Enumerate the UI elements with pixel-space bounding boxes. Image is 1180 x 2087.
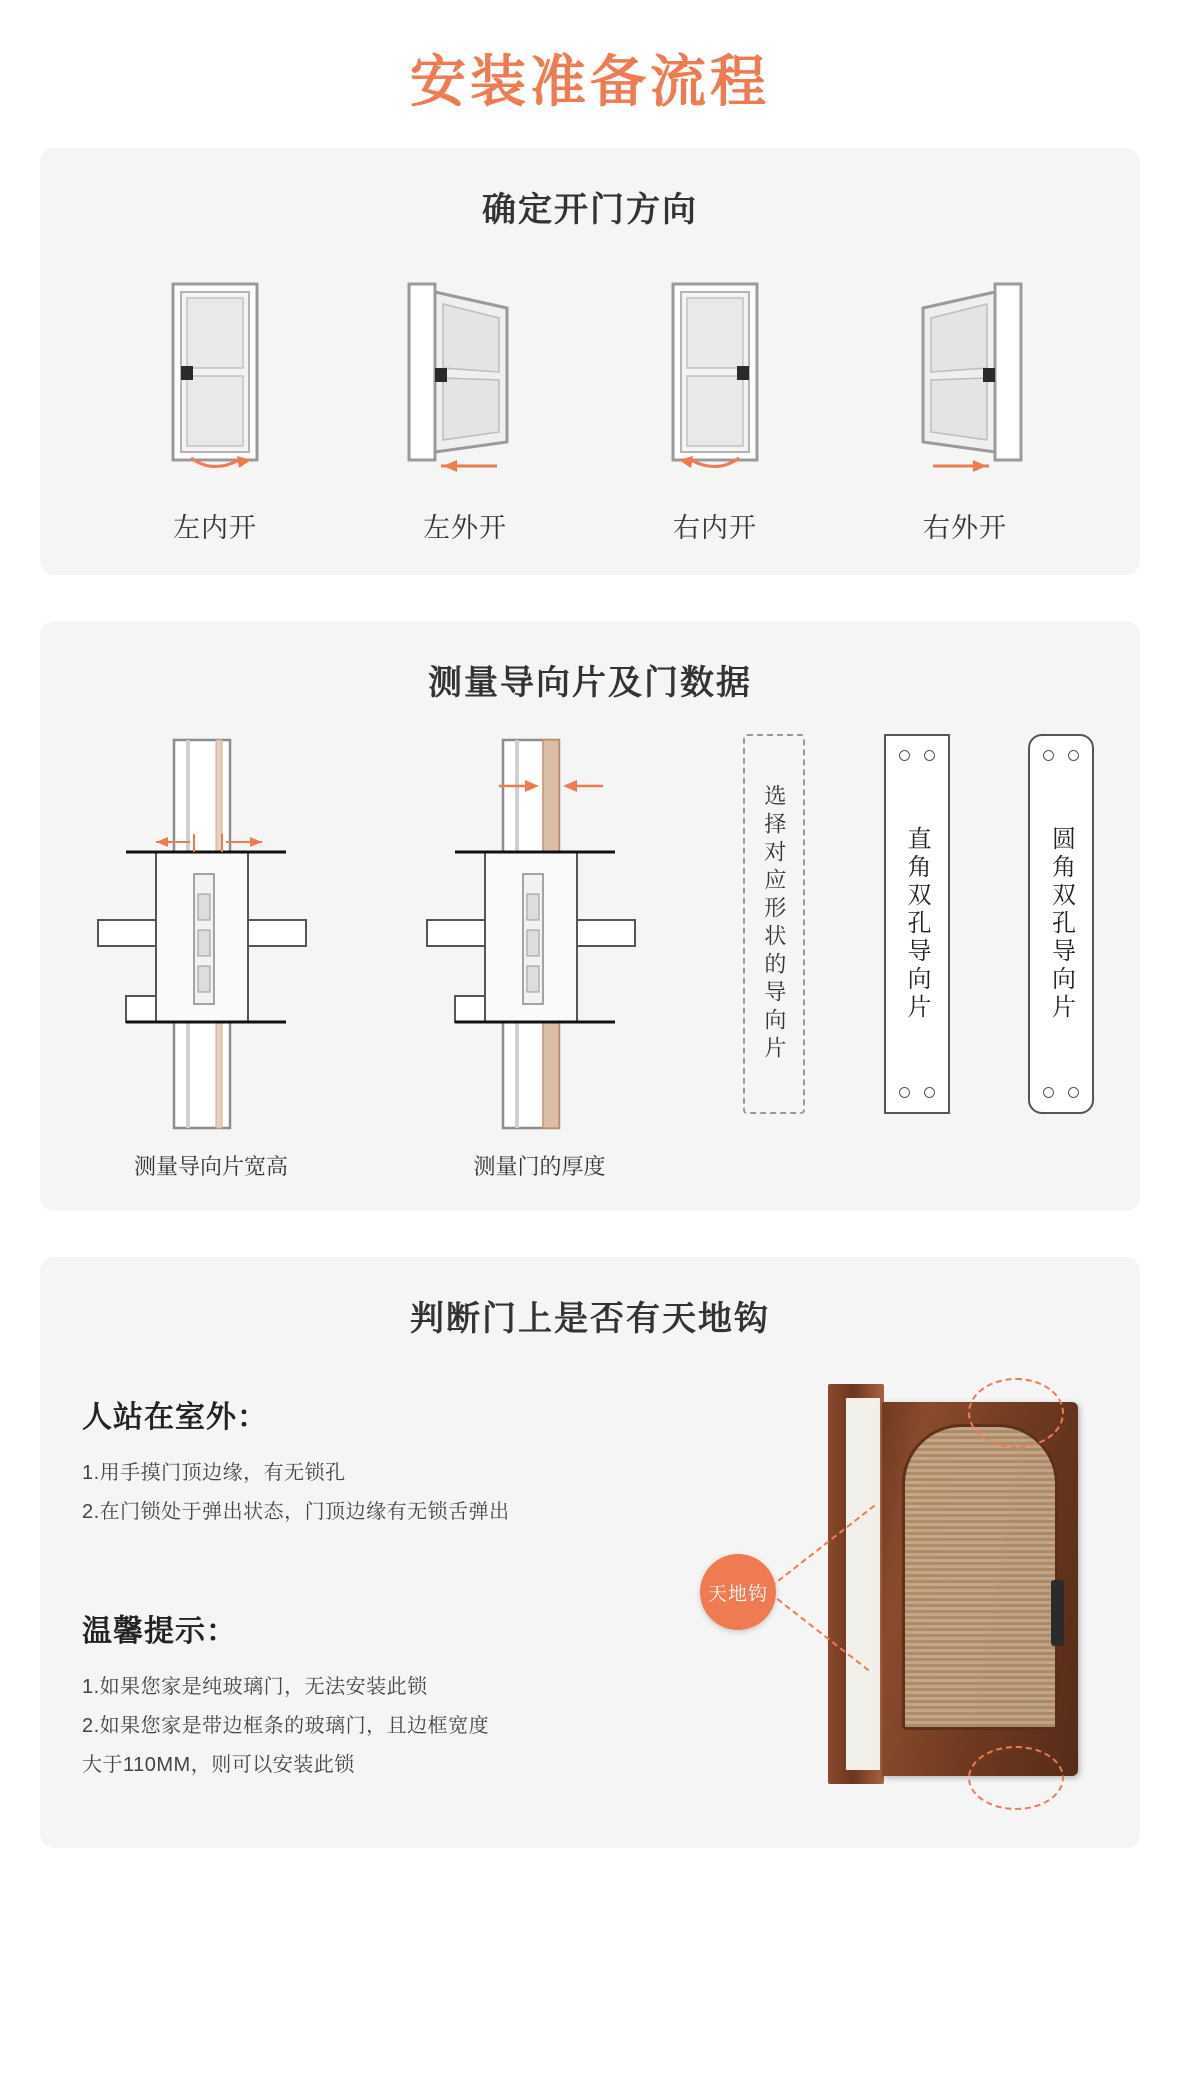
door-option-left-outward[interactable] (365, 265, 565, 545)
measure-diagram-row (70, 728, 1110, 1181)
tiandigou-callout-badge: 天地钩 (700, 1554, 776, 1630)
door-direction-list (70, 255, 1110, 545)
door-left-outward-icon (375, 265, 555, 480)
outdoor-heading: 人站在室外： (82, 1401, 268, 1434)
section-title: 测量导向片及门数据 (428, 664, 752, 702)
outdoor-line-2: 2.在门锁处于弹出状态，门顶边缘有无锁舌弹出 (82, 1501, 510, 1523)
guide-plate-square (884, 734, 950, 1114)
tips-heading: 温馨提示： (82, 1615, 237, 1648)
round-plate-icon (1028, 734, 1094, 1114)
tiandigou-text-column (82, 1378, 642, 1785)
door-option-label: 右内开 (673, 513, 757, 543)
plate-hole-icon (1043, 1087, 1054, 1098)
plate-label: 圆角双孔导向片 (1047, 826, 1075, 1022)
dashed-note-text: 选择对应形状的导向片 (761, 784, 787, 1064)
door-keypad-icon (1051, 1580, 1064, 1646)
plate-hole-icon (1068, 1087, 1079, 1098)
page-title: 安装准备流程 (410, 50, 770, 113)
section-door-direction (40, 148, 1140, 575)
door-gap (846, 1398, 880, 1770)
tips-line-2: 2.如果您家是带边框条的玻璃门，且边框宽度 (82, 1715, 490, 1737)
door-panel (902, 1424, 1058, 1730)
plate-hole-icon (899, 750, 910, 761)
lock-cross-section-width-icon (86, 734, 336, 1134)
guide-plate-shape-note (743, 734, 805, 1114)
measure-caption: 测量门的厚度 (473, 1154, 606, 1179)
section-title: 确定开门方向 (482, 191, 698, 229)
measure-guide-plate-diagram (86, 734, 336, 1181)
door-left-inward-icon (125, 265, 305, 480)
door-option-right-outward[interactable] (865, 265, 1065, 545)
section-title: 判断门上是否有天地钩 (410, 1300, 770, 1338)
plate-hole-icon (1043, 750, 1054, 761)
highlight-circle-top (968, 1378, 1064, 1448)
door-leaf (882, 1402, 1078, 1776)
plate-hole-icon (924, 750, 935, 761)
section-measure (40, 621, 1140, 1211)
plate-hole-icon (1068, 750, 1079, 761)
door-right-inward-icon (625, 265, 805, 480)
measure-caption: 测量导向片宽高 (133, 1154, 288, 1179)
square-plate-icon (884, 734, 950, 1114)
door-option-right-inward[interactable] (615, 265, 815, 545)
door-right-outward-icon (875, 265, 1055, 480)
door-photo-icon (818, 1384, 1088, 1784)
door-option-label: 左外开 (423, 513, 507, 543)
tips-line-3: 大于110MM，则可以安装此锁 (82, 1754, 355, 1776)
outdoor-line-1: 1.用手摸门顶边缘，有无锁孔 (82, 1462, 346, 1484)
plate-hole-icon (924, 1087, 935, 1098)
dashed-note-box (743, 734, 805, 1114)
measure-door-thickness-diagram (415, 734, 665, 1181)
highlight-circle-bottom (968, 1746, 1064, 1810)
door-option-label: 右外开 (923, 513, 1007, 543)
tiandigou-body (70, 1364, 1110, 1818)
lock-cross-section-thickness-icon (415, 734, 665, 1134)
section-tiandigou (40, 1257, 1140, 1848)
guide-plate-round (1028, 734, 1094, 1114)
plate-hole-icon (899, 1087, 910, 1098)
plate-label: 直角双孔导向片 (903, 826, 930, 1022)
tips-line-1: 1.如果您家是纯玻璃门，无法安装此锁 (82, 1676, 428, 1698)
door-option-label: 左内开 (173, 513, 257, 543)
door-option-left-inward[interactable] (115, 265, 315, 545)
tiandigou-illustration (678, 1378, 1098, 1808)
